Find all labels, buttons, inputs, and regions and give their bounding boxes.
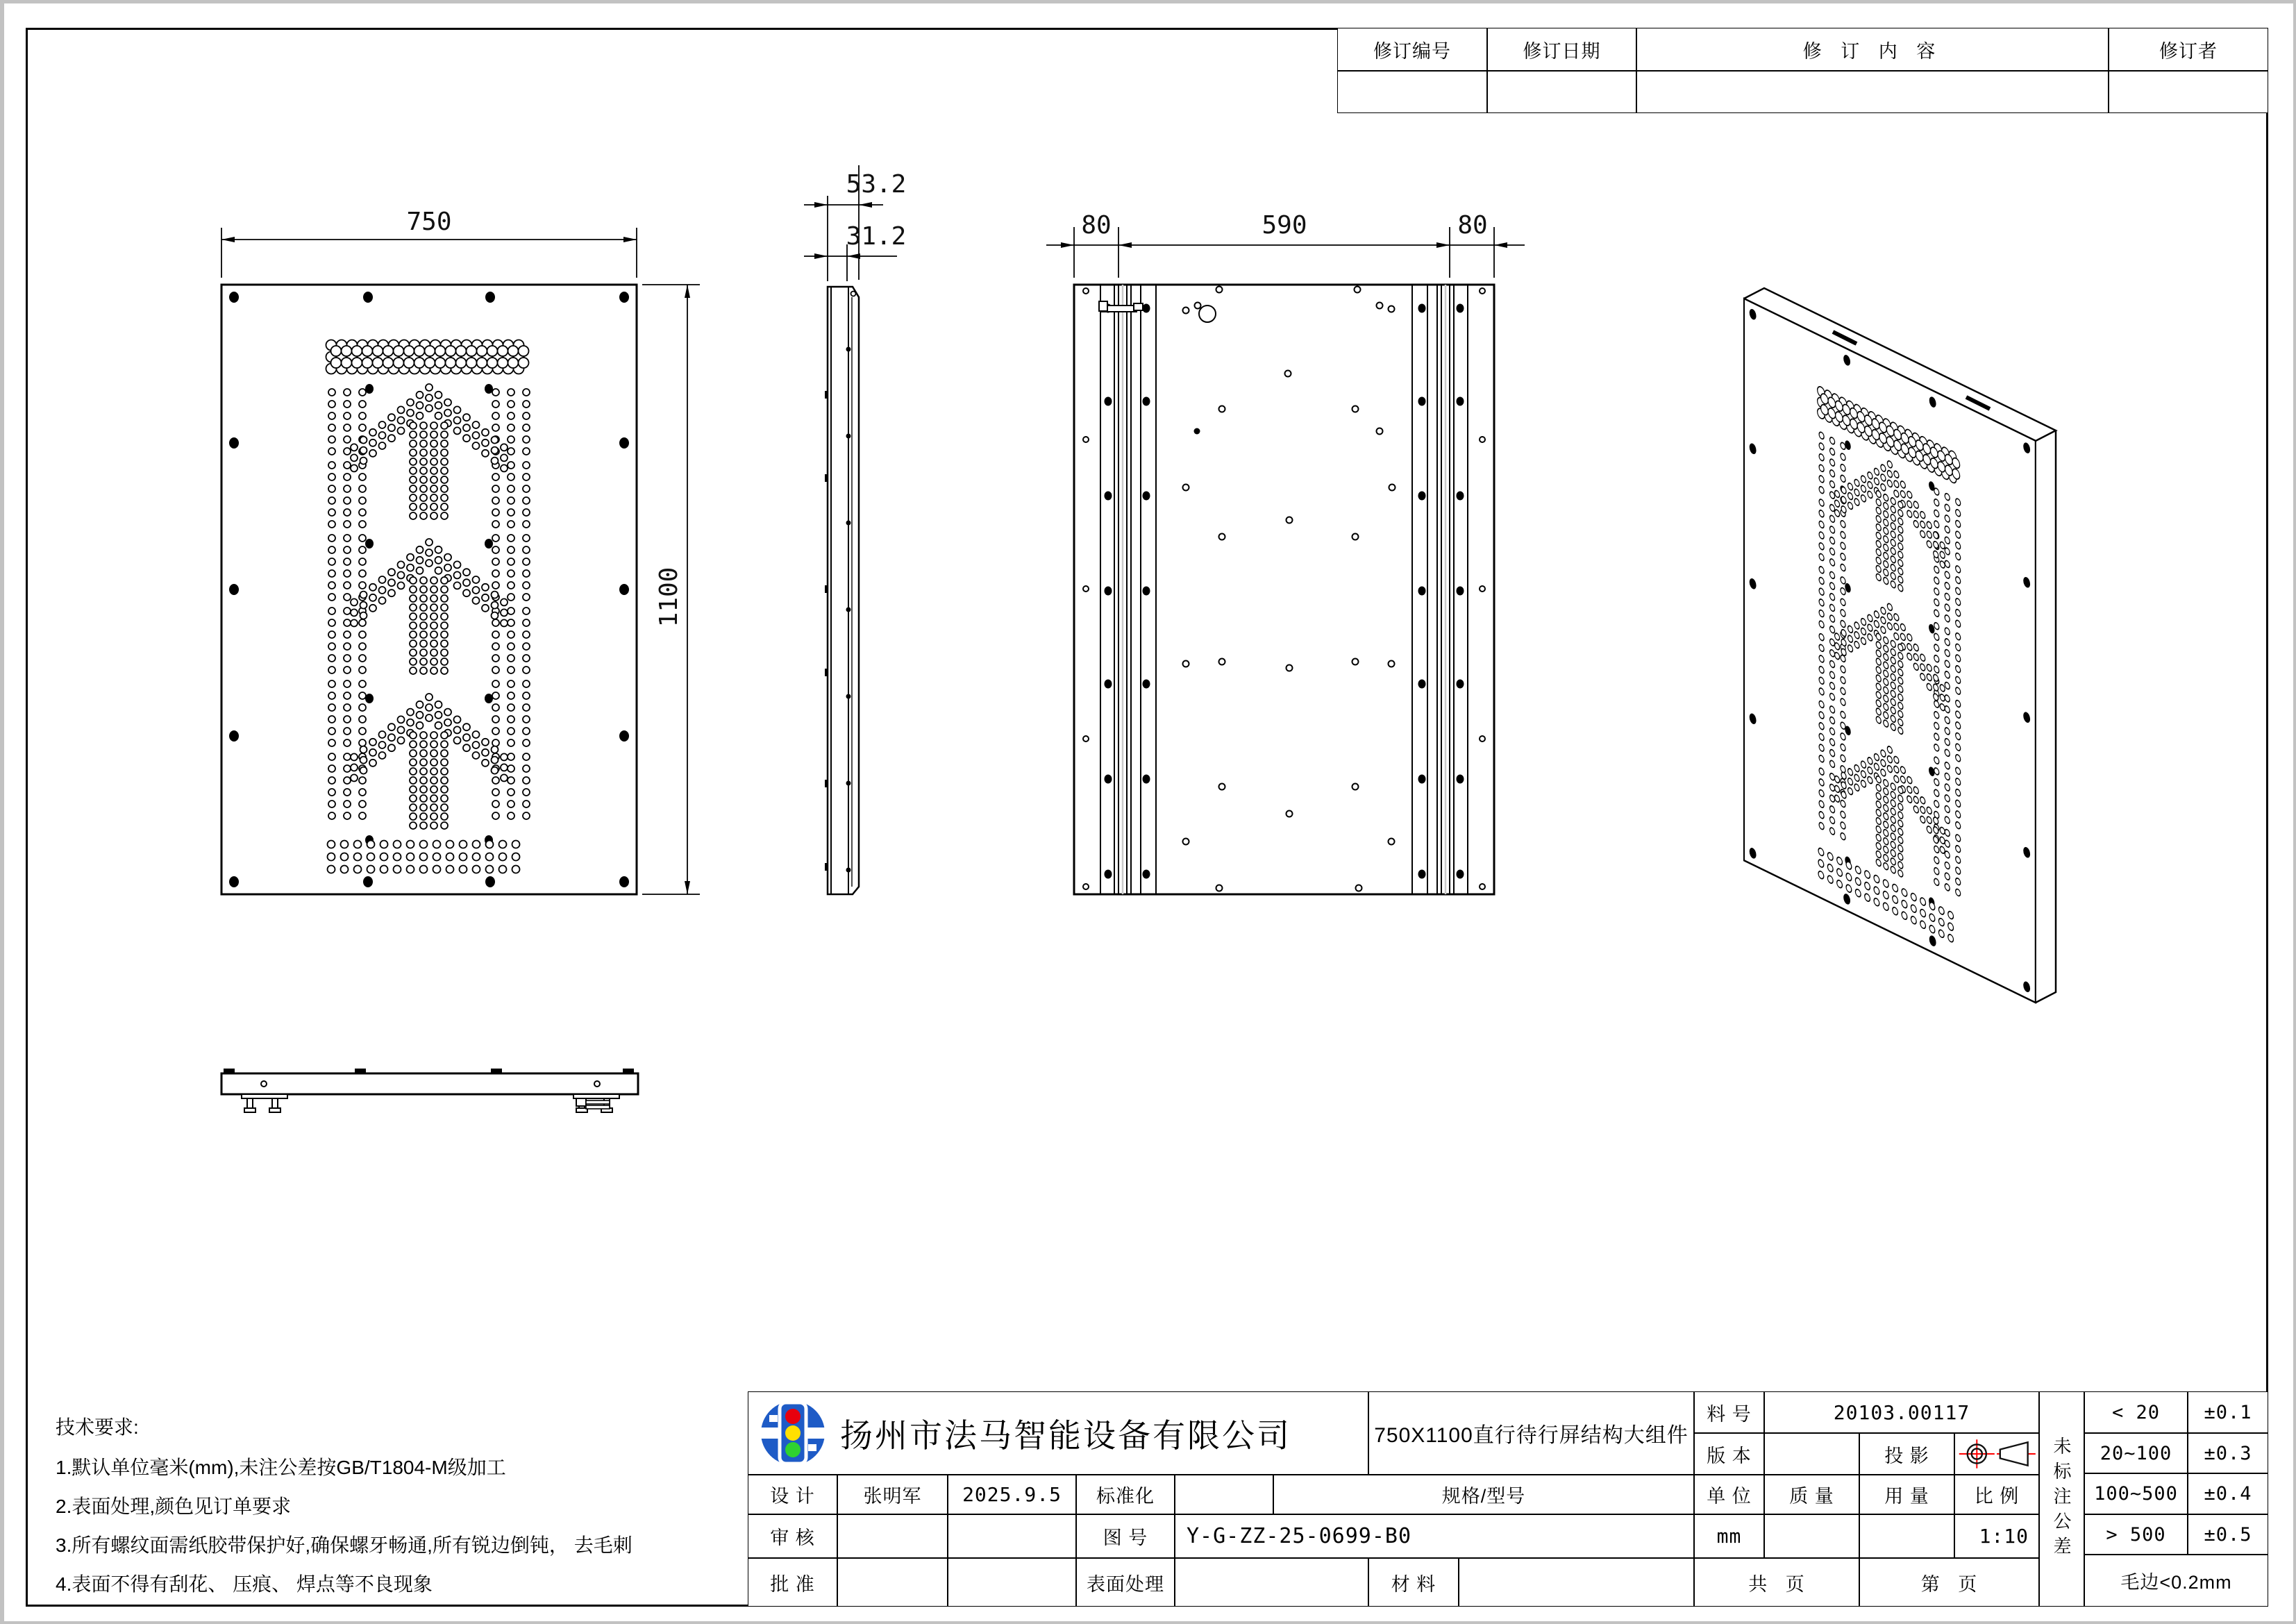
empty-cell [948, 1514, 1076, 1558]
first-angle-projection-icon [1956, 1434, 2038, 1473]
dim-back-right: 80 [1457, 211, 1488, 240]
usage-label: 用 量 [1859, 1475, 1954, 1514]
tolerance-value: ±0.4 [2188, 1473, 2268, 1514]
material-label: 材 料 [1368, 1558, 1459, 1607]
material-no-label: 料 号 [1694, 1391, 1764, 1433]
designer-name: 张明军 [837, 1475, 948, 1514]
empty-cell [1175, 1475, 1273, 1514]
revision-row-cell [2109, 71, 2268, 113]
revision-col-content: 修 订 内 容 [1636, 28, 2109, 71]
mass-label: 质 量 [1764, 1475, 1859, 1514]
empty-cell [837, 1514, 948, 1558]
mass-value [1764, 1514, 1859, 1558]
page-no-label: 第 页 [1859, 1558, 2039, 1607]
design-date: 2025.9.5 [948, 1475, 1076, 1514]
standardization-label: 标准化 [1076, 1475, 1175, 1514]
isometric-view [1744, 299, 2036, 1003]
dim-side-inner: 31.2 [846, 222, 907, 251]
dim-side-depth: 53.2 [846, 170, 907, 199]
design-label: 设 计 [748, 1475, 837, 1514]
tolerance-footer: 毛边<0.2mm [2084, 1555, 2268, 1607]
title-block [748, 1391, 2268, 1607]
unit-label: 单 位 [1694, 1475, 1764, 1514]
tech-req-item: 4.表面不得有刮花、 压痕、 焊点等不良现象 [56, 1573, 433, 1595]
revision-row-cell [1636, 71, 2109, 113]
dim-back-left: 80 [1081, 211, 1112, 240]
drawing-no-label: 图 号 [1076, 1514, 1175, 1558]
pages-total-label: 共 页 [1694, 1558, 1859, 1607]
tolerance-range: 20~100 [2084, 1433, 2188, 1473]
tech-req-item: 2.表面处理,颜色见订单要求 [56, 1496, 292, 1517]
side-view [825, 287, 859, 894]
version-value [1764, 1433, 1859, 1475]
tolerance-value: ±0.5 [2188, 1514, 2268, 1555]
front-view [221, 285, 637, 894]
version-label: 版 本 [1694, 1433, 1764, 1475]
tech-req-item: 3.所有螺纹面需纸胶带保护好,确保螺牙畅通,所有锐边倒钝， 去毛刺 [56, 1534, 632, 1556]
part-title: 750X1100直行待行屏结构大组件 [1368, 1391, 1694, 1475]
revision-row-cell [1487, 71, 1636, 113]
bottom-view [221, 1069, 638, 1112]
company-logo [758, 1398, 828, 1468]
revision-row-cell [1337, 71, 1487, 113]
company-name: 扬州市法马智能设备有限公司 [840, 1416, 1291, 1454]
back-view [1074, 285, 1494, 894]
dim-front-width: 750 [406, 208, 452, 236]
empty-cell [948, 1558, 1076, 1607]
approve-label: 批 准 [748, 1558, 837, 1607]
revision-col-number: 修订编号 [1337, 28, 1487, 71]
scale-label: 比 例 [1954, 1475, 2039, 1514]
tech-req-title: 技术要求: [56, 1416, 139, 1438]
dim-front-height: 1100 [655, 567, 683, 628]
tech-req-item: 1.默认单位毫米(mm),未注公差按GB/T1804-M级加工 [56, 1457, 506, 1478]
surface-value [1175, 1558, 1368, 1607]
tolerance-range: > 500 [2084, 1514, 2188, 1555]
dim-back-center: 590 [1262, 211, 1307, 240]
projection-label: 投 影 [1859, 1433, 1954, 1475]
drawing-no-value: Y-G-ZZ-25-0699-B0 [1175, 1514, 1694, 1558]
revision-col-date: 修订日期 [1487, 28, 1636, 71]
tolerance-range: < 20 [2084, 1391, 2188, 1433]
projection-symbol-cell [1954, 1433, 2039, 1475]
material-value [1459, 1558, 1694, 1607]
empty-cell [837, 1558, 948, 1607]
tolerance-corner-label: 未标注公差 [2039, 1391, 2084, 1607]
spec-model-label: 规格/型号 [1273, 1475, 1694, 1514]
tolerance-value: ±0.1 [2188, 1391, 2268, 1433]
usage-value [1859, 1514, 1954, 1558]
scale-value: 1:10 [1954, 1514, 2039, 1558]
tolerance-range: 100~500 [2084, 1473, 2188, 1514]
unit-value: mm [1694, 1514, 1764, 1558]
tolerance-value: ±0.3 [2188, 1433, 2268, 1473]
material-no-value: 20103.00117 [1764, 1391, 2039, 1433]
surface-label: 表面处理 [1076, 1558, 1175, 1607]
revision-table [1337, 28, 2268, 113]
company-cell [748, 1391, 1368, 1475]
check-label: 审 核 [748, 1514, 837, 1558]
revision-col-author: 修订者 [2109, 28, 2268, 71]
technical-requirements [56, 1408, 750, 1604]
